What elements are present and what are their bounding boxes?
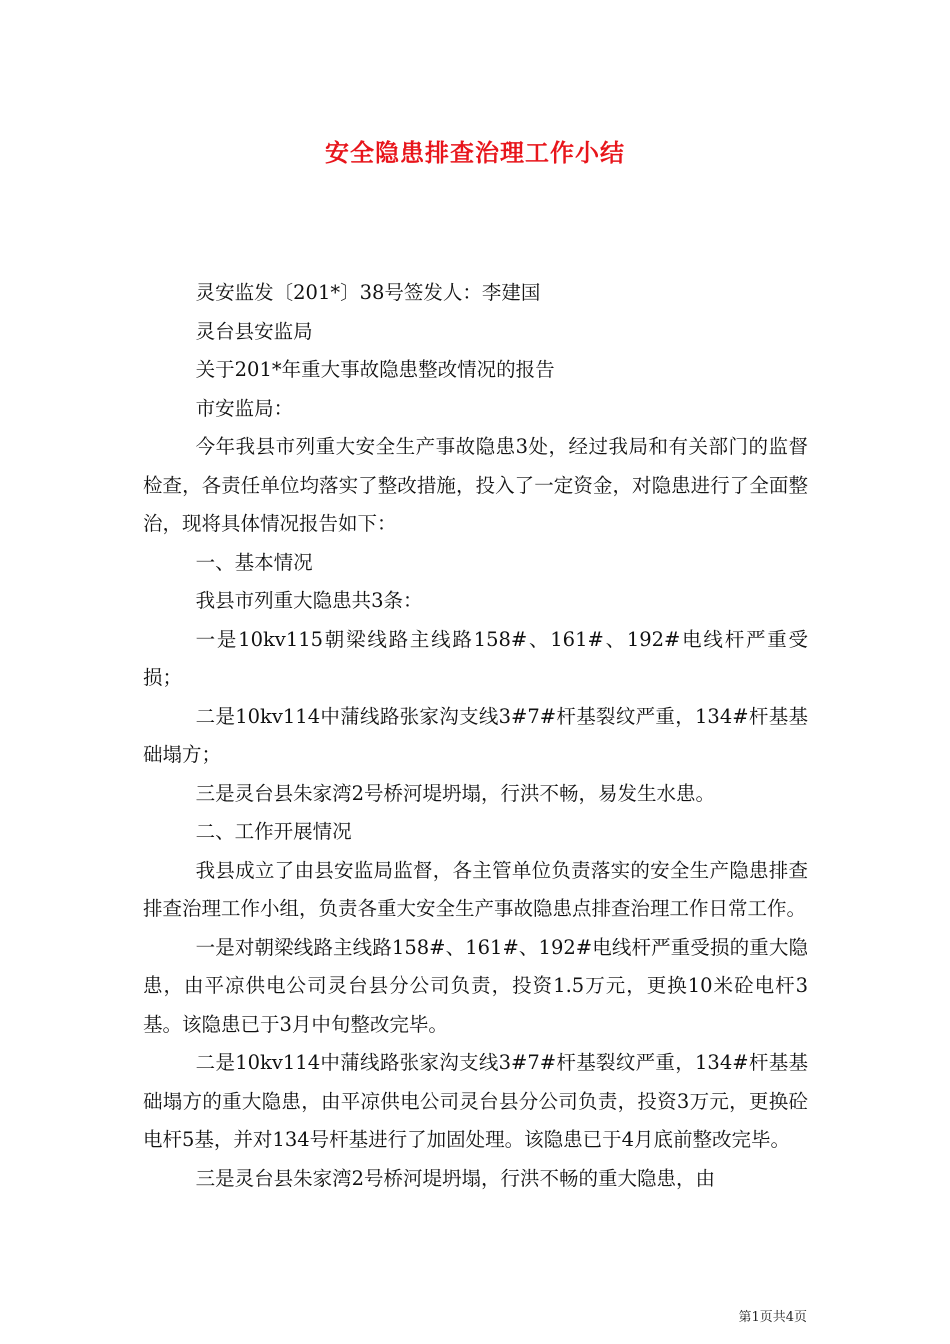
section-heading-basic: 一、基本情况: [195, 550, 313, 574]
page-title: 安全隐患排查治理工作小结: [325, 138, 625, 167]
rectification-item: 二是10kv114中蒲线路张家沟支线3#7#杆基裂纹严重，134#杆基基础塌方的重大隐患，由平凉供电公司灵台县分公司负责，投资3万元，更换砼电杆5基，并对134号杆基进行了加固处理。该隐患已于4月底前整改完毕。: [143, 1051, 808, 1151]
section-heading-work: 二、工作开展情况: [195, 820, 352, 843]
paragraph: 我县市列重大隐患共3条：: [195, 589, 423, 612]
document-body: [143, 274, 808, 1198]
report-heading: 关于201*年重大事故隐患整改情况的报告: [195, 358, 555, 381]
hazard-item: 三是灵台县朱家湾2号桥河堤坍塌，行洪不畅，易发生水患。: [195, 781, 716, 805]
issuing-office: 灵台县安监局: [195, 319, 313, 343]
rectification-item: 一是对朝梁线路主线路158#、161#、192#电线杆严重受损的重大隐患，由平凉供电公司灵台县分公司负责，投资1.5万元，更换10米砼电杆3基。该隐患已于3月中旬整改完毕。: [143, 935, 808, 1036]
page-number: 第1页共4页: [738, 1310, 807, 1325]
hazard-item: 一是10kv115朝梁线路主线路158#、161#、192#电线杆严重受损；: [143, 627, 808, 689]
recipient: 市安监局：: [195, 396, 294, 420]
paragraph: 我县成立了由县安监局监督，各主管单位负责落实的安全生产隐患排查排查治理工作小组，负责各重大安全生产事故隐患点排查治理工作日常工作。: [143, 858, 808, 920]
rectification-item: 三是灵台县朱家湾2号桥河堤坍塌，行洪不畅的重大隐患，由: [195, 1166, 716, 1190]
hazard-item: 二是10kv114中蒲线路张家沟支线3#7#杆基裂纹严重，134#杆基基础塌方；: [143, 704, 808, 766]
intro-paragraph: 今年我县市列重大安全生产事故隐患3处，经过我局和有关部门的监督检查，各责任单位均落实了整改措施，投入了一定资金，对隐患进行了全面整治，现将具体情况报告如下：: [143, 435, 808, 535]
document-number-line: 灵安监发〔201*〕38号签发人：李建国: [195, 281, 541, 304]
